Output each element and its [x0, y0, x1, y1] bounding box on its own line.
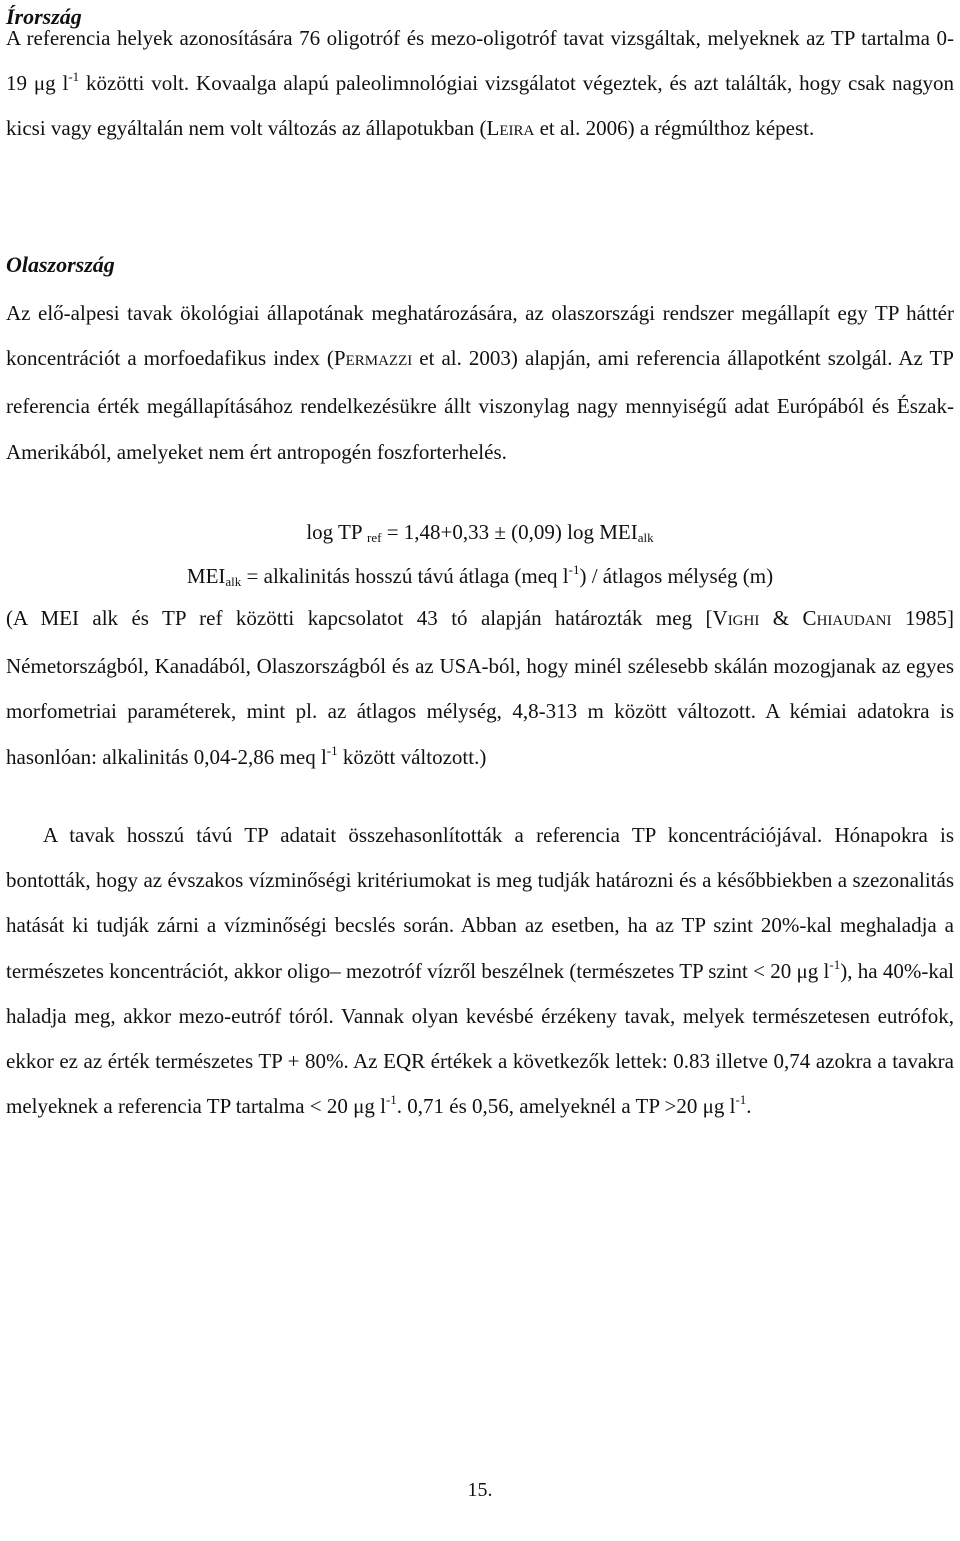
paragraph-olaszorszag-note: (A MEI alk és TP ref közötti kapcsolatot 43 tó alapján határozták meg [VIGHI & CHIAUDANI 1985] Németországból, Kanadából, Olaszországból és az USA-ból, hogy minél szélesebb skálán mozogjanak az egyes morfometriai paraméterek, mint pl. az átlagos mélység, 4,8-313 m között változott. A kémiai adatokra is hasonlóan: alkalinitás 0,04-2,86 meq $l^{-1}$ között változott.): [6, 606, 954, 769]
formula-mei-alk: $MEI_{alk}$ = alkalinitás hosszú távú átlaga (meq $l^{-1}$) / átlagos mélység (m): [186, 562, 774, 589]
section-heading-olaszorszag: Olaszország: [6, 252, 115, 277]
section-heading-irorszag: Írország: [6, 4, 82, 29]
formula-log-tp-ref: log TP $_{ref}$ = 1,48+0,33 ± (0,09) $\log MEI_{alk}$: [306, 520, 654, 545]
paragraph-olaszorszag-results: A tavak hosszú távú TP adatait összehasonlították a referencia TP koncentrációjával. Hónapokra is bontották, hogy az évszakos vízminőségi kritériumokat is meg tudják határozni és a későbbiekben a szezonalitás hatását ki tudják zárni a vízminőségi becslés során. Abban az esetben, ha az TP szint 20%-kal meghaladja a természetes koncentrációt, akkor oligo– mezotróf vízről beszélnek (természetes TP szint < 20 μg $l^{-1}$), ha 40%-kal haladja meg, akkor mezo-eutróf tóról. Vannak olyan kevésbé érzékeny tavak, melyek természetesen eutrófok, ekkor ez az érték természetes TP + 80%. Az EQR értékek a következők lettek: 0.83 illetve 0,74 azokra a tavakra melyeknek a referencia TP tartalma < 20 μg $l^{-1}$. 0,71 és 0,56, amelyeknél a TP >20 μg $l^{-1}$.: [6, 823, 954, 1119]
page-number: 15.: [467, 1479, 493, 1501]
paragraph-irorszag: A referencia helyek azonosítására 76 oligotróf és mezo-oligotróf tavat vizsgáltak, melyeknek az TP tartalma 0-19 μg $l^{-1}$ közötti volt. Kovaalga alapú paleolimnológiai vizsgálatot végeztek, és azt találták, hogy csak nagyon kicsi vagy egyáltalán nem volt változás az állapotukban (LEIRA et al. 2006) a régmúlthoz képest.: [6, 26, 955, 140]
paragraph-olaszorszag-intro: Az elő-alpesi tavak ökológiai állapotának meghatározására, az olaszországi rendszer megállapít egy TP háttér koncentrációt a morfoedafikus index (PERMAZZI et al. 2003) alapján, ami referencia állapotként szolgál. Az TP referencia érték megállapításához rendelkezésükre állt viszonylag nagy mennyiségű adat Európából és Észak-Amerikából, amelyeket nem ért antropogén foszforterhelés.: [6, 301, 954, 464]
